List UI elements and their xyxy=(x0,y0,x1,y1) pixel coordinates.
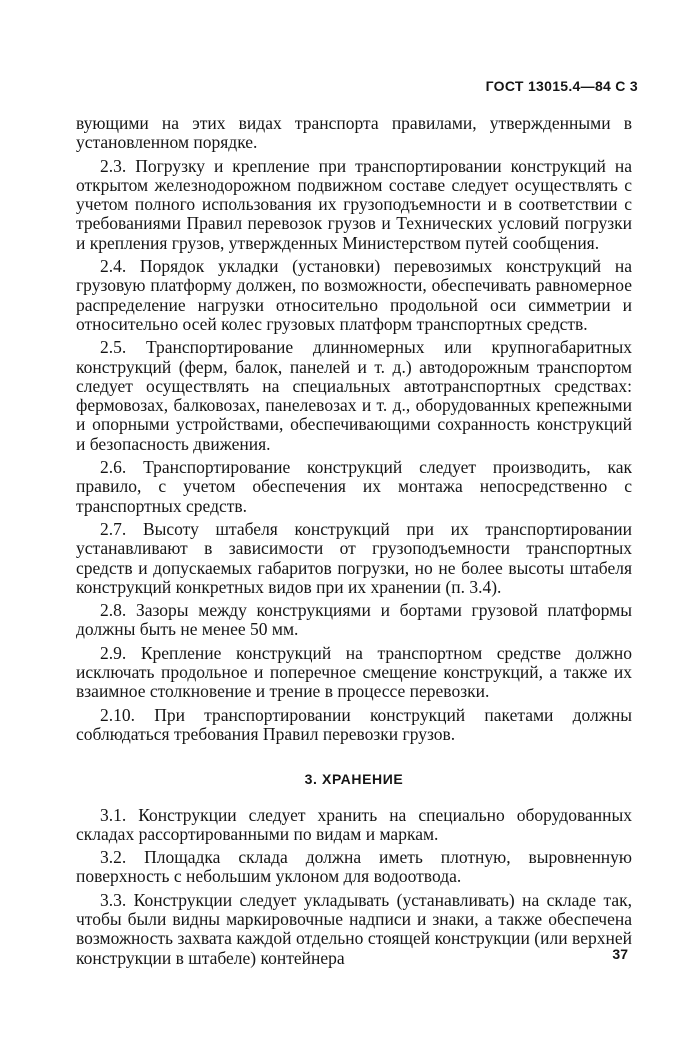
paragraph-3-2: 3.2. Площадка склада должна иметь плотную, выровненную поверхность с небольшим уклоном для водоотвода. xyxy=(76,847,632,887)
paragraph-2-8: 2.8. Зазоры между конструкциями и бортами грузовой платформы должны быть не менее 50 мм. xyxy=(76,600,632,640)
page-number: 37 xyxy=(612,946,628,962)
paragraph-2-3: 2.3. Погрузку и крепление при транспортировании конструкций на открытом железнодорожном подвижном составе следует осуществлять с учетом полного использования их грузоподъемности и в соответствии с требованиями Правил перевозок грузов и Технических условий погрузки и крепления грузов, утвержденных Министерством путей сообщения. xyxy=(76,155,632,253)
body-text xyxy=(76,114,632,972)
paragraph-2-9: 2.9. Крепление конструкций на транспортном средстве должно исключать продольное и поперечное смещение конструкций, а также их взаимное столкновение и трение в процессе перевозки. xyxy=(76,642,632,702)
paragraph-2-5: 2.5. Транспортирование длинномерных или крупногабаритных конструкций (ферм, балок, панелей и т. д.) автодорожным транспортом следует осуществлять на специальных автотранспортных средствах: фермовозах, балковозах, панелевозах и т. д., оборудованных крепежными и опорными устройствами, обеспечивающими сохранность конструкций и безопасность движения. xyxy=(76,337,632,454)
paragraph-continuation: вующими на этих видах транспорта правилами, утвержденными в установленном порядке. xyxy=(76,113,632,153)
section-title-storage: 3. ХРАНЕНИЕ xyxy=(304,771,404,788)
paragraph-2-10: 2.10. При транспортировании конструкций пакетами должны соблюдаться требования Правил перевозки грузов. xyxy=(76,704,632,744)
paragraph-2-6: 2.6. Транспортирование конструкций следует производить, как правило, с учетом обеспечения их монтажа непосредственно с транспортных средств. xyxy=(76,457,632,516)
paragraph-3-1: 3.1. Конструкции следует хранить на специально оборудованных складах рассортированными по видам и маркам. xyxy=(76,804,632,844)
standard-header: ГОСТ 13015.4—84 С 3 xyxy=(485,78,638,94)
paragraph-2-4: 2.4. Порядок укладки (установки) перевозимых конструкций на грузовую платформу должен, по возможности, обеспечивать равномерное распределение нагрузки относительно продольной оси симметрии и относительно осей колес грузовых платформ транспортных средств. xyxy=(76,256,632,334)
paragraph-2-7: 2.7. Высоту штабеля конструкций при их транспортировании устанавливают в зависимости от грузоподъемности транспортных средств и допускаемых габаритов погрузки, но не более высоты штабеля конструкций конкретных видов при их хранении (п. 3.4). xyxy=(76,518,632,597)
paragraph-3-3: 3.3. Конструкции следует укладывать (устанавливать) на складе так, чтобы были видны маркировочные надписи и знаки, а также обеспечена возможность захвата каждой отдельно стоящей конструкции (или верхней конструкции в штабеле) контейнера xyxy=(76,889,632,968)
